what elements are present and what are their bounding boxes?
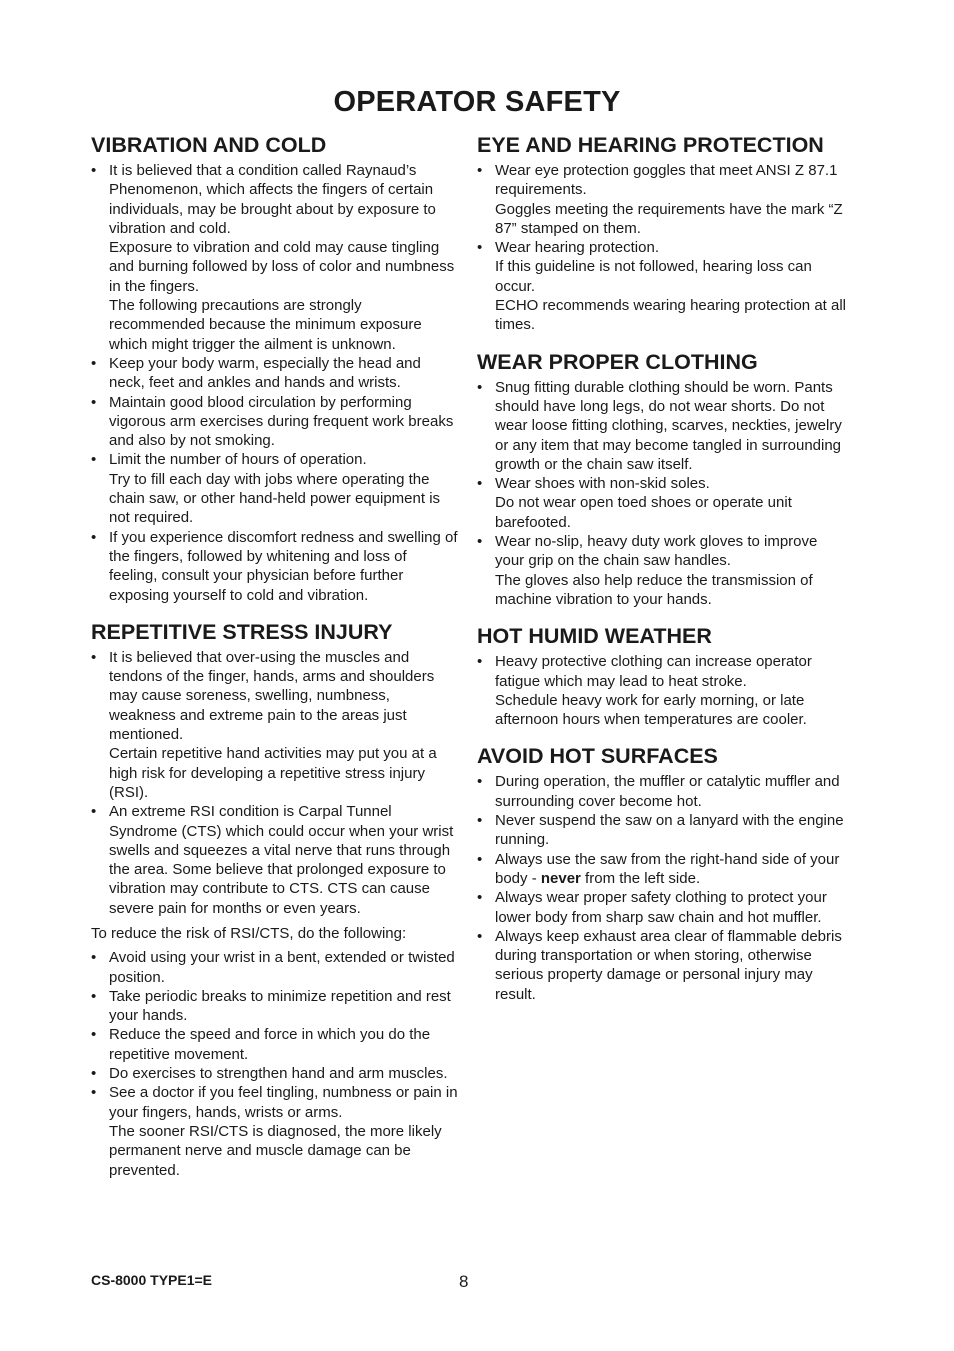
- list-item: [91, 393, 459, 451]
- list-item: [477, 378, 849, 474]
- list-item-paragraph: • Always keep exhaust area clear of flammable debris during transportation or when storing, otherwise serious property damage or personal injury may result.: [495, 927, 842, 1003]
- list-item-paragraph: Exposure to vibration and cold may cause tingling and burning followed by loss of color and numbness in the fingers.: [109, 239, 455, 295]
- list-item-paragraph: • Do exercises to strengthen hand and arm muscles.: [109, 1065, 448, 1083]
- bullet-list: [91, 948, 459, 1180]
- page-number: 8: [459, 1272, 469, 1291]
- list-item-paragraph: • Wear no-slip, heavy duty work gloves to improve your grip on the chain saw handles.: [495, 533, 818, 570]
- list-item: [477, 927, 849, 1004]
- list-item: [91, 1025, 459, 1064]
- list-item: [477, 888, 849, 927]
- section-heading: REPETITIVE STRESS INJURY: [91, 619, 393, 644]
- section-avoid-hot-surfaces: [477, 743, 849, 1004]
- list-item: [477, 238, 849, 334]
- section-eye-and-hearing-protection: [477, 132, 849, 335]
- list-item-paragraph: • It is believed that over-using the muscles and tendons of the finger, hands, arms and shoulders may cause soreness, swelling, numbness, weakness and extreme pain to the areas just mentioned.: [109, 648, 435, 744]
- list-item: [91, 354, 459, 393]
- list-item: [477, 772, 849, 811]
- list-item: [477, 474, 849, 532]
- list-item-paragraph: Do not wear open toed shoes or operate unit barefooted.: [495, 494, 792, 531]
- bullet-list: [477, 161, 849, 335]
- list-item-paragraph: • Maintain good blood circulation by performing vigorous arm exercises during frequent work breaks and also by not smoking.: [109, 393, 454, 450]
- list-item-paragraph: The following precautions are strongly recommended because the minimum exposure which might trigger the ailment is unknown.: [109, 297, 422, 353]
- list-item-paragraph: • Take periodic breaks to minimize repetition and rest your hands.: [109, 987, 451, 1025]
- bullet-list: [477, 772, 849, 1004]
- list-item-paragraph: • An extreme RSI condition is Carpal Tunnel Syndrome (CTS) which could occur when your wrist swells and squeezes a vital nerve that runs through the area. Some believe that prolonged exposure to vibration may contribute to CTS. CTS can cause severe pain for months or even years.: [109, 803, 454, 917]
- list-item-paragraph: • Wear eye protection goggles that meet ANSI Z 87.1 requirements.: [495, 162, 838, 199]
- section-heading: EYE AND HEARING PROTECTION: [477, 133, 824, 157]
- list-item-text-fragment: Always use the saw from the right-hand side of your body -: [495, 850, 840, 887]
- list-item-paragraph: • During operation, the muffler or catalytic muffler and surrounding cover become hot.: [495, 773, 840, 810]
- list-item-paragraph: ECHO recommends wearing hearing protection at all times.: [495, 297, 846, 334]
- list-item-paragraph: The gloves also help reduce the transmission of machine vibration to your hands.: [495, 571, 813, 608]
- list-item: [91, 648, 459, 802]
- list-item-paragraph: • Heavy protective clothing can increase operator fatigue which may lead to heat stroke.: [495, 653, 812, 690]
- rsi-intro-text: To reduce the risk of RSI/CTS, do the following:: [91, 924, 407, 942]
- bullet-list: [91, 161, 459, 605]
- bullet-list: [477, 652, 849, 729]
- list-item-paragraph: The sooner RSI/CTS is diagnosed, the more likely permanent nerve and muscle damage can be prevented.: [109, 1122, 442, 1179]
- list-item: [91, 948, 459, 987]
- list-item: [91, 1083, 459, 1179]
- list-item-text-fragment: from the left side.: [580, 869, 701, 887]
- list-item: [477, 850, 849, 889]
- list-item: [477, 652, 849, 729]
- list-item-paragraph: • It is believed that a condition called Raynaud’s Phenomenon, which affects the fingers of certain individuals, may be brought about by exposure to vibration and cold.: [109, 162, 436, 237]
- list-item: [91, 1064, 459, 1083]
- section-hot-humid-weather: [477, 623, 849, 729]
- list-item-paragraph: If this guideline is not followed, hearing loss can occur.: [495, 258, 812, 295]
- footer-model-code: CS-8000 TYPE1=E: [91, 1272, 213, 1288]
- list-item-paragraph: • Avoid using your wrist in a bent, extended or twisted position.: [109, 949, 455, 986]
- section-heading: AVOID HOT SURFACES: [477, 744, 718, 769]
- list-item: [91, 987, 459, 1026]
- section-heading: HOT HUMID WEATHER: [477, 624, 712, 649]
- list-item-text: [495, 850, 849, 889]
- emphasis-text: never: [540, 869, 581, 887]
- list-item-paragraph: • Always wear proper safety clothing to protect your lower body from sharp saw chain and hot muffler.: [495, 889, 827, 926]
- list-item-paragraph: • Snug fitting durable clothing should be worn. Pants should have long legs, do not wear shorts. Do not wear loose fitting clothing, scarves, neckties, jewelry or any item that may become tangled in surrounding growth or the chain saw itself.: [495, 378, 842, 473]
- list-item: [477, 811, 849, 850]
- right-column: [477, 132, 849, 1018]
- page-title: OPERATOR SAFETY: [333, 86, 621, 118]
- list-item-paragraph: • Never suspend the saw on a lanyard with the engine running.: [495, 812, 844, 849]
- list-item: [91, 802, 459, 918]
- list-item-paragraph: Goggles meeting the requirements have the mark “Z 87” stamped on them.: [495, 200, 843, 237]
- list-item-paragraph: • Limit the number of hours of operation.: [109, 451, 367, 469]
- list-item: [477, 161, 849, 238]
- list-item-paragraph: • Reduce the speed and force in which you do the repetitive movement.: [109, 1026, 431, 1063]
- list-item-paragraph: • Wear hearing protection.: [495, 239, 659, 257]
- list-item-paragraph: Schedule heavy work for early morning, or late afternoon hours when temperatures are cooler.: [495, 691, 807, 729]
- left-column: [91, 132, 459, 1194]
- list-item-paragraph: • If you experience discomfort redness and swelling of the fingers, followed by whitening and loss of feeling, consult your physician before further exposing yourself to cold and vibration.: [109, 528, 458, 604]
- list-item: [91, 528, 459, 605]
- bullet-list: [477, 378, 849, 610]
- list-item-paragraph: • See a doctor if you feel tingling, numbness or pain in your fingers, hands, wrists or arms.: [109, 1084, 458, 1121]
- section-repetitive-stress-injury: [91, 619, 459, 1180]
- list-item-paragraph: Certain repetitive hand activities may put you at a high risk for developing a repetitive stress injury (RSI).: [109, 745, 437, 801]
- list-item-paragraph: Try to fill each day with jobs where operating the chain saw, or other hand-held power equipment is not required.: [109, 470, 441, 527]
- section-heading: VIBRATION AND COLD: [91, 133, 327, 157]
- list-item-paragraph: • Keep your body warm, especially the head and neck, feet and ankles and hands and wrists.: [109, 354, 421, 392]
- list-item: [477, 532, 849, 609]
- list-item: [91, 450, 459, 527]
- section-wear-proper-clothing: [477, 349, 849, 610]
- bullet-list: [91, 648, 459, 918]
- list-item: [91, 161, 459, 354]
- section-vibration-and-cold: [91, 132, 459, 605]
- list-item-paragraph: • Wear shoes with non-skid soles.: [495, 475, 710, 493]
- section-heading: WEAR PROPER CLOTHING: [477, 349, 758, 374]
